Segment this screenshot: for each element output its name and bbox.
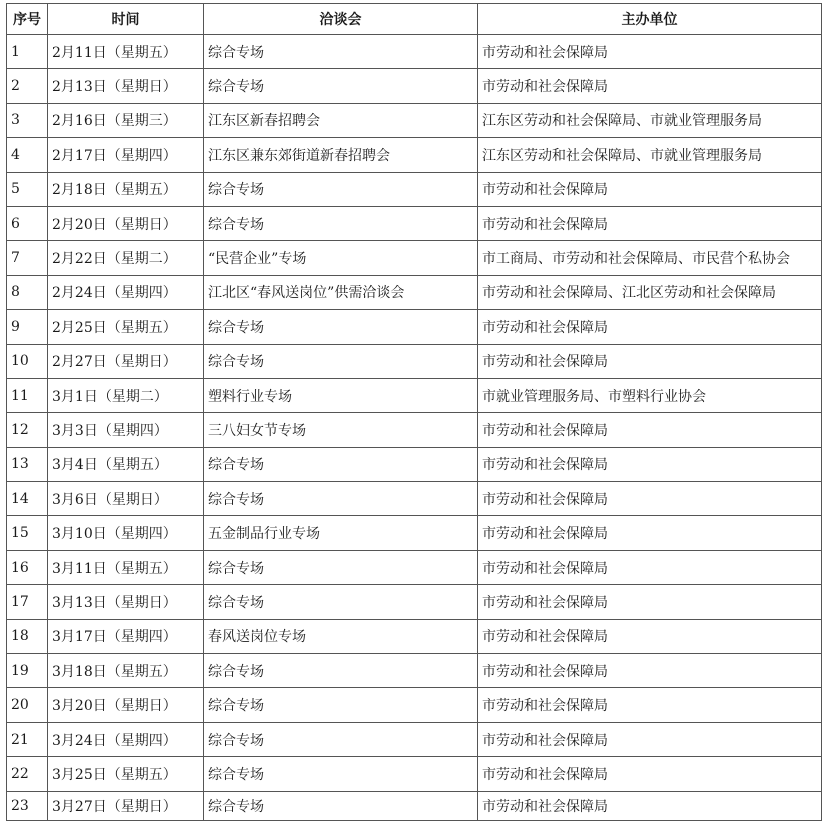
cell-fair: 综合专场 (204, 172, 478, 206)
cell-organizer: 市劳动和社会保障局 (478, 654, 822, 688)
cell-organizer: 江东区劳动和社会保障局、市就业管理服务局 (478, 138, 822, 172)
cell-no: 9 (7, 310, 48, 344)
cell-date: 3月25日（星期五） (48, 757, 204, 791)
table-row (7, 378, 822, 412)
table-row (7, 757, 822, 791)
cell-no: 15 (7, 516, 48, 550)
cell-organizer: 市劳动和社会保障局 (478, 619, 822, 653)
cell-date: 2月25日（星期五） (48, 310, 204, 344)
cell-fair: 江东区新春招聘会 (204, 103, 478, 137)
cell-date: 3月6日（星期日） (48, 482, 204, 516)
cell-date: 2月16日（星期三） (48, 103, 204, 137)
cell-no: 2 (7, 69, 48, 103)
table-row (7, 344, 822, 378)
cell-date: 3月13日（星期日） (48, 585, 204, 619)
cell-organizer: 市劳动和社会保障局 (478, 447, 822, 481)
job-fair-schedule-table (6, 3, 822, 821)
table-row (7, 35, 822, 69)
cell-organizer: 市劳动和社会保障局、江北区劳动和社会保障局 (478, 275, 822, 309)
table-row (7, 791, 822, 820)
table-row (7, 550, 822, 584)
cell-no: 6 (7, 206, 48, 240)
cell-date: 2月27日（星期日） (48, 344, 204, 378)
cell-date: 2月17日（星期四） (48, 138, 204, 172)
cell-fair: “民营企业”专场 (204, 241, 478, 275)
header-fair: 洽谈会 (204, 4, 478, 35)
table-row (7, 619, 822, 653)
header-no: 序号 (7, 4, 48, 35)
cell-organizer: 市劳动和社会保障局 (478, 585, 822, 619)
cell-date: 3月20日（星期日） (48, 688, 204, 722)
cell-no: 10 (7, 344, 48, 378)
cell-date: 3月3日（星期四） (48, 413, 204, 447)
cell-date: 3月11日（星期五） (48, 550, 204, 584)
cell-no: 16 (7, 550, 48, 584)
cell-fair: 综合专场 (204, 482, 478, 516)
cell-organizer: 市劳动和社会保障局 (478, 516, 822, 550)
header-row (7, 4, 822, 35)
cell-no: 21 (7, 722, 48, 756)
table-row (7, 241, 822, 275)
cell-fair: 春风送岗位专场 (204, 619, 478, 653)
cell-no: 12 (7, 413, 48, 447)
cell-organizer: 市劳动和社会保障局 (478, 722, 822, 756)
table-row (7, 585, 822, 619)
cell-date: 3月27日（星期日） (48, 791, 204, 820)
cell-fair: 江北区“春风送岗位”供需洽谈会 (204, 275, 478, 309)
table-row (7, 413, 822, 447)
cell-fair: 综合专场 (204, 447, 478, 481)
cell-organizer: 市劳动和社会保障局 (478, 35, 822, 69)
cell-organizer: 市劳动和社会保障局 (478, 791, 822, 820)
table-row (7, 482, 822, 516)
cell-no: 5 (7, 172, 48, 206)
cell-fair: 综合专场 (204, 654, 478, 688)
cell-no: 7 (7, 241, 48, 275)
cell-fair: 综合专场 (204, 206, 478, 240)
cell-organizer: 市工商局、市劳动和社会保障局、市民营个私协会 (478, 241, 822, 275)
cell-date: 2月24日（星期四） (48, 275, 204, 309)
cell-fair: 综合专场 (204, 791, 478, 820)
cell-fair: 综合专场 (204, 722, 478, 756)
table-row (7, 654, 822, 688)
table-row (7, 172, 822, 206)
cell-fair: 综合专场 (204, 585, 478, 619)
table-row (7, 69, 822, 103)
cell-date: 3月1日（星期二） (48, 378, 204, 412)
table-row (7, 516, 822, 550)
cell-organizer: 市劳动和社会保障局 (478, 69, 822, 103)
table-row (7, 447, 822, 481)
cell-date: 2月20日（星期日） (48, 206, 204, 240)
cell-date: 2月22日（星期二） (48, 241, 204, 275)
cell-organizer: 市劳动和社会保障局 (478, 206, 822, 240)
cell-date: 3月24日（星期四） (48, 722, 204, 756)
cell-fair: 综合专场 (204, 69, 478, 103)
cell-no: 17 (7, 585, 48, 619)
cell-no: 20 (7, 688, 48, 722)
cell-date: 3月10日（星期四） (48, 516, 204, 550)
cell-no: 1 (7, 35, 48, 69)
cell-no: 23 (7, 791, 48, 820)
header-date: 时间 (48, 4, 204, 35)
cell-organizer: 市劳动和社会保障局 (478, 310, 822, 344)
cell-organizer: 市劳动和社会保障局 (478, 757, 822, 791)
table-row (7, 688, 822, 722)
cell-no: 22 (7, 757, 48, 791)
cell-date: 3月17日（星期四） (48, 619, 204, 653)
table-body (7, 35, 822, 821)
cell-fair: 综合专场 (204, 35, 478, 69)
cell-fair: 三八妇女节专场 (204, 413, 478, 447)
table-row (7, 722, 822, 756)
cell-organizer: 江东区劳动和社会保障局、市就业管理服务局 (478, 103, 822, 137)
cell-date: 2月18日（星期五） (48, 172, 204, 206)
table-row (7, 206, 822, 240)
cell-no: 18 (7, 619, 48, 653)
table-row (7, 310, 822, 344)
cell-organizer: 市劳动和社会保障局 (478, 688, 822, 722)
cell-date: 2月13日（星期日） (48, 69, 204, 103)
cell-organizer: 市劳动和社会保障局 (478, 344, 822, 378)
cell-no: 13 (7, 447, 48, 481)
table-row (7, 138, 822, 172)
cell-fair: 综合专场 (204, 344, 478, 378)
table-row (7, 275, 822, 309)
cell-fair: 综合专场 (204, 310, 478, 344)
cell-organizer: 市劳动和社会保障局 (478, 482, 822, 516)
cell-fair: 江东区兼东郊街道新春招聘会 (204, 138, 478, 172)
cell-date: 3月18日（星期五） (48, 654, 204, 688)
cell-organizer: 市劳动和社会保障局 (478, 172, 822, 206)
cell-no: 4 (7, 138, 48, 172)
cell-no: 14 (7, 482, 48, 516)
cell-organizer: 市劳动和社会保障局 (478, 550, 822, 584)
cell-no: 3 (7, 103, 48, 137)
cell-date: 2月11日（星期五） (48, 35, 204, 69)
cell-fair: 塑料行业专场 (204, 378, 478, 412)
cell-fair: 综合专场 (204, 550, 478, 584)
cell-organizer: 市就业管理服务局、市塑料行业协会 (478, 378, 822, 412)
cell-fair: 综合专场 (204, 688, 478, 722)
cell-fair: 五金制品行业专场 (204, 516, 478, 550)
cell-date: 3月4日（星期五） (48, 447, 204, 481)
cell-no: 11 (7, 378, 48, 412)
cell-no: 8 (7, 275, 48, 309)
header-organizer: 主办单位 (478, 4, 822, 35)
cell-fair: 综合专场 (204, 757, 478, 791)
cell-organizer: 市劳动和社会保障局 (478, 413, 822, 447)
table-row (7, 103, 822, 137)
cell-no: 19 (7, 654, 48, 688)
